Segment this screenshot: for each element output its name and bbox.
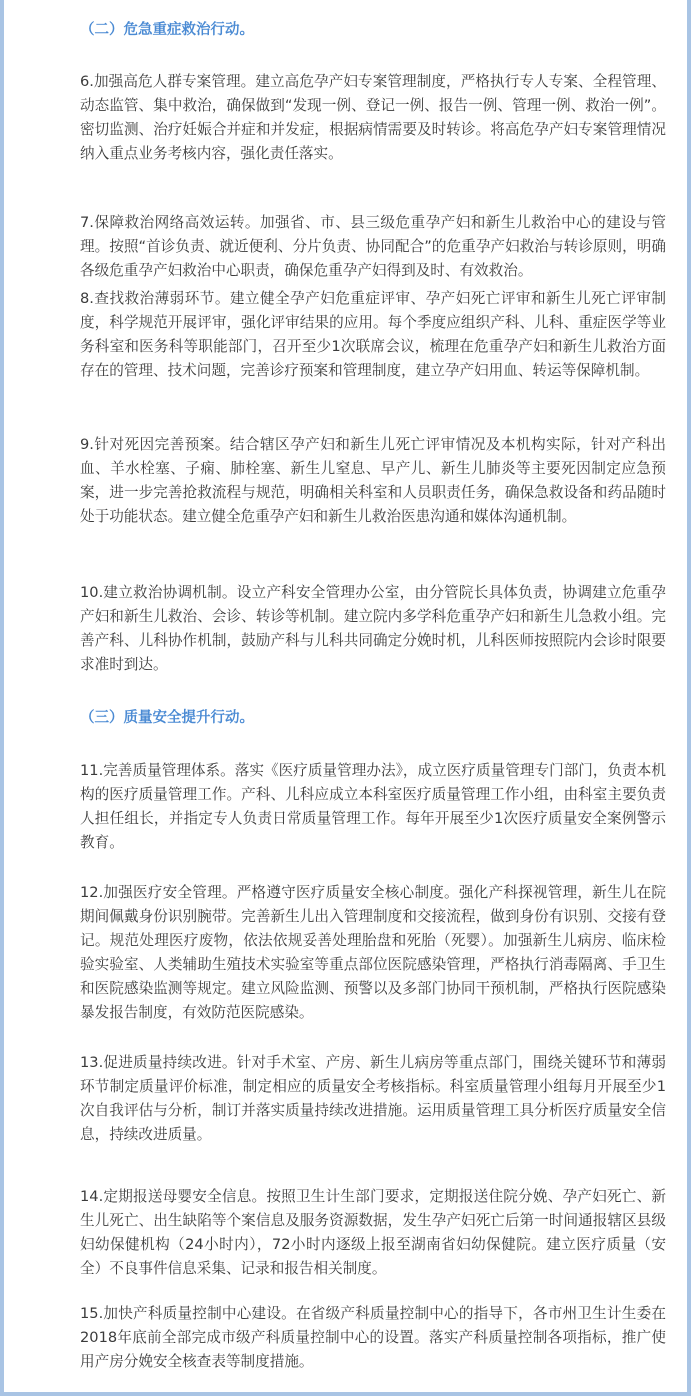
paragraph-11: 11.完善质量管理体系。落实《医疗质量管理办法》，成立医疗质量管理专门部门，负责本机构的医疗质量管理工作。产科、儿科应成立本科室医疗质量管理工作小组，由科室主要负责人担任组长，并指定专人负责日常质量管理工作。每年开展至少1次医疗质量安全案例警示教育。 [80, 762, 666, 851]
paragraph-14: 14.定期报送母婴安全信息。按照卫生计生部门要求，定期报送住院分娩、孕产妇死亡、新生儿死亡、出生缺陷等个案信息及服务资源数据，发生孕产妇死亡后第一时间通报辖区县级妇幼保健机构（24小时内），72小时内逐级上报至湖南省妇幼保健院。建立医疗质量（安全）不良事件信息采集、记录和报告相关制度。 [80, 1188, 666, 1277]
paragraph-10: 10.建立救治协调机制。设立产科安全管理办公室，由分管院长具体负责，协调建立危重孕产妇和新生儿救治、会诊、转诊等机制。建立院内多学科危重孕产妇和新生儿急救小组。完善产科、儿科协作机制，鼓励产科与儿科共同确定分娩时机，儿科医师按照院内会诊时限要求准时到达。 [80, 584, 666, 673]
paragraph-8: 8.查找救治薄弱环节。建立健全孕产妇危重症评审、孕产妇死亡评审和新生儿死亡评审制度，科学规范开展评审，强化评审结果的应用。每个季度应组织产科、儿科、重症医学等业务科室和医务科等职能部门，召开至少1次联席会议，梳理在危重孕产妇和新生儿救治方面存在的管理、技术问题，完善诊疗预案和管理制度，建立孕产妇用血、转运等保障机制。 [80, 290, 666, 379]
paragraph-13: 13.促进质量持续改进。针对手术室、产房、新生儿病房等重点部门，围绕关键环节和薄弱环节制定质量评价标准，制定相应的质量安全考核指标。科室质量管理小组每月开展至少1次自我评估与分析，制订并落实质量持续改进措施。运用质量管理工具分析医疗质量安全信息，持续改进质量。 [80, 1054, 666, 1143]
paragraph-12: 12.加强医疗安全管理。严格遵守医疗质量安全核心制度。强化产科探视管理，新生儿在院期间佩戴身份识别腕带。完善新生儿出入管理制度和交接流程，做到身份有识别、交接有登记。规范处理医疗废物，依法依规妥善处理胎盘和死胎（死婴）。加强新生儿病房、临床检验实验室、人类辅助生殖技术实验室等重点部位医院感染管理，严格执行消毒隔离、手卫生和医院感染监测等规定。建立风险监测、预警以及多部门协同干预机制，严格执行医院感染暴发报告制度，有效防范医院感染。 [80, 884, 666, 1021]
section-heading-3: （三）质量安全提升行动。 [80, 710, 254, 726]
paragraph-6: 6.加强高危人群专案管理。建立高危孕产妇专案管理制度，严格执行专人专案、全程管理、动态监管、集中救治，确保做到“发现一例、登记一例、报告一例、管理一例、救治一例”。密切监测、治疗妊娠合并症和并发症，根据病情需要及时转诊。将高危孕产妇专案管理情况纳入重点业务考核内容，强化责任落实。 [80, 73, 666, 162]
section-heading-2: （二）危急重症救治行动。 [80, 22, 254, 38]
paragraph-9: 9.针对死因完善预案。结合辖区孕产妇和新生儿死亡评审情况及本机构实际，针对产科出血、羊水栓塞、子痫、肺栓塞、新生儿窒息、早产儿、新生儿肺炎等主要死因制定应急预案，进一步完善抢救流程与规范，明确相关科室和人员职责任务，确保急救设备和药品随时处于功能状态。建立健全危重孕产妇和新生儿救治医患沟通和媒体沟通机制。 [80, 436, 666, 525]
paragraph-15: 15.加快产科质量控制中心建设。在省级产科质量控制中心的指导下，各市州卫生计生委在2018年底前全部完成市级产科质量控制中心的设置。落实产科质量控制各项指标，推广使用产房分娩安全核查表等制度措施。 [80, 1305, 666, 1370]
paragraph-7: 7.保障救治网络高效运转。加强省、市、县三级危重孕产妇和新生儿救治中心的建设与管理。按照“首诊负责、就近便利、分片负责、协同配合”的危重孕产妇救治与转诊原则，明确各级危重孕产妇救治中心职责，确保危重孕产妇得到及时、有效救治。 [80, 214, 666, 279]
